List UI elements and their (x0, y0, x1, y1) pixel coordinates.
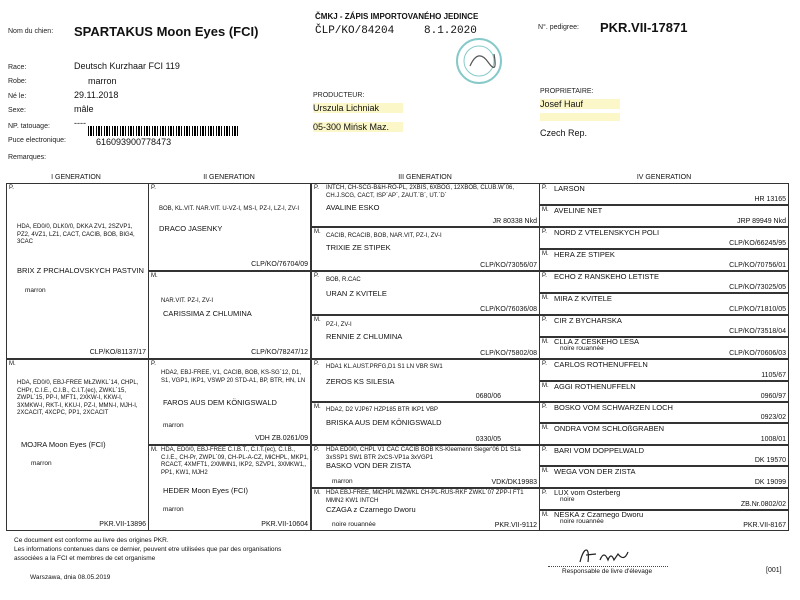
registration: CLP/KO/73518/04 (729, 328, 786, 335)
dog-name: BRIX Z PRCHALOVSKYCH PASTVIN (17, 266, 144, 275)
import-registration: ČLP/KO/84204 (315, 25, 395, 37)
gen4-cell-4 (539, 249, 789, 271)
page-code: [001] (766, 567, 782, 574)
dog-name: TRIXIE ZE STIPEK (326, 243, 391, 252)
sex-marker: P. (314, 447, 319, 453)
footer-place-date: Warszawa, dnia 08.05.2019 (30, 574, 111, 581)
sex-marker: M. (314, 229, 321, 235)
sex-marker: M. (542, 512, 549, 518)
registration: JRP 89949 Nkd (737, 218, 786, 225)
registration: 1008/01 (760, 436, 786, 443)
pedigree-number: PKR.VII-17871 (600, 20, 688, 35)
sex-marker: M. (314, 404, 321, 410)
sex-marker: P. (314, 361, 319, 367)
gen2-heading: II GENERATION (203, 174, 255, 181)
color: marron (31, 460, 52, 467)
breed-value: Deutsch Kurzhaar FCI 119 (74, 61, 180, 71)
titles: HDA, ED0/0, EBJ-FREE MŁZWKL`14, CHPL, CHPr, C.I.E., C.I.B., C.I.T.(ec), ZWKL`15, ZWPL`15, PP-I, MFT1, 2XKW-I, KKW-I, 3XMKW-I, RKT-I, KKU-I, PZ-I, MMN-I, MJH-I, 2XCACIT, 4XCPC, PP1, 2XCACIT (17, 380, 139, 416)
registration: CLP/KO/81137/17 (89, 349, 146, 356)
gen3-heading: III GENERATION (398, 174, 452, 181)
dog-name: AGGI ROTHENUFFELN (554, 382, 636, 391)
gen4-cell-7 (539, 315, 789, 337)
sex-label: Sexe: (8, 107, 26, 114)
gen3-cell-2 (311, 227, 540, 271)
sex-marker: M. (151, 447, 158, 453)
registration: ZB.Nr.0802/02 (740, 501, 786, 508)
titles: HDA ED0/0, CHPL V1 CAC CACIB BOB KS-Kleemenn Sieger'06 D1 S1a 3xSSP1 SW1 BTR 2xCS-VP1a 3xVGP1 (326, 447, 521, 461)
breed-label: Race: (8, 64, 27, 71)
titles: HDA1 KL.AUST.PRFG,D1 S1 LN VBR SW1 (326, 364, 443, 370)
registration: PKR.VII-8167 (743, 522, 786, 529)
color: marron (163, 422, 184, 429)
registration: CLP/KO/71810/05 (729, 306, 786, 313)
titles: PZ-I, ZV-I (326, 322, 352, 328)
dog-name: AVELINE NET (554, 206, 603, 215)
color: marron (332, 478, 353, 485)
sex-marker: M. (314, 490, 321, 496)
titles: BOB, R.CAC (326, 277, 361, 283)
registration: CLP/KO/73056/07 (480, 262, 537, 269)
sex-marker: M. (542, 251, 549, 257)
sex-marker: M. (314, 317, 321, 323)
gen2-cell-4 (148, 445, 311, 531)
sex-marker: P. (151, 185, 156, 191)
sex-marker: M. (151, 273, 158, 279)
dog-name: LUX vom Osterberg (554, 488, 621, 497)
dog-name: ECHO Z RANSKEHO LETISTE (554, 272, 660, 281)
dog-name: CIR Z BYCHARSKA (554, 316, 622, 325)
sex-marker: P. (314, 185, 319, 191)
dog-name: NESKA z Czarnego Dworu (554, 510, 644, 519)
coat-label: Robe: (8, 78, 27, 85)
import-title: ČMKJ - ZÁPIS IMPORTOVANÉHO JEDINCE (315, 12, 479, 21)
titles: HDA2, EBJ-FREE, V1, CACIB, BOB, KS-SG`12, D1, S1, VGP1, IKP1, VSWP 20 STD-A1, BP, BTR, HN, LN (161, 370, 306, 384)
titles: BOB, KL.VIT. NAR.VIT. U-VZ-I, MS-I, PZ-I, LZ-I, ZV-I (159, 206, 300, 212)
producer-label: PRODUCTEUR: (313, 92, 365, 99)
sex-marker: P. (542, 317, 547, 323)
sex-marker: M. (542, 339, 549, 345)
sex-marker: M. (542, 468, 549, 474)
chip-value: 616093900778473 (96, 137, 172, 147)
gen4-cell-5 (539, 271, 789, 293)
color: marron (163, 506, 184, 513)
gen4-cell-11 (539, 402, 789, 423)
sex-marker: P. (9, 185, 14, 191)
signature-label: Responsable de livre d'élevage (562, 568, 653, 575)
registration: PKR.VII-9112 (494, 522, 537, 529)
tattoo-label: NP. tatouage: (8, 123, 50, 130)
gen2-cell-1 (148, 183, 311, 271)
dog-name: MOJRA Moon Eyes (FCI) (21, 440, 106, 449)
color: noire rouannée (560, 345, 604, 352)
gen4-cell-14 (539, 466, 789, 488)
gen3-cell-8 (311, 488, 540, 531)
dog-name: FAROS AUS DEM KÖNIGSWALD (163, 398, 277, 407)
dog-name: BOSKO VOM SCHWARZEN LOCH (554, 403, 673, 412)
gen3-cell-7 (311, 445, 540, 488)
registration: JR 80338 Nkd (492, 218, 537, 225)
gen4-cell-1 (539, 183, 789, 205)
import-date: 8.1.2020 (424, 25, 477, 37)
chip-label: Puce electronique: (8, 137, 66, 144)
owner-label: PROPRIETAIRE: (540, 88, 594, 95)
dog-name: CLLA Z CESKEHO LESA (554, 337, 640, 346)
dog-name: MIRA Z KVITELE (554, 294, 612, 303)
registration: CLP/KO/70606/03 (729, 350, 786, 357)
sex-marker: M. (542, 295, 549, 301)
owner-name: Josef Hauf (540, 99, 620, 109)
registration: CLP/KO/70756/01 (729, 262, 786, 269)
dog-name: RENNIE Z CHLUMINA (326, 332, 403, 341)
registration: VDK/DK19983 (491, 479, 537, 486)
gen4-cell-3 (539, 227, 789, 249)
registration: CLP/KO/73025/05 (729, 284, 786, 291)
registration: PKR.VII-13896 (99, 521, 146, 528)
dog-name: WEGA VON DER ZISTA (554, 467, 636, 476)
dog-name: SPARTAKUS Moon Eyes (FCI) (74, 24, 259, 39)
dog-name: BASKO VON DER ZISTA (326, 461, 411, 470)
remarks-label: Remarques: (8, 154, 47, 161)
registration: PKR.VII-10604 (261, 521, 308, 528)
coat-value: marron (88, 76, 117, 86)
sex-value: mâle (74, 104, 94, 114)
pedigree-label: N°. pedigree: (538, 24, 579, 31)
dog-name: HEDER Moon Eyes (FCI) (163, 486, 249, 495)
dog-name: CZAGA z Czarnego Dworu (326, 505, 416, 514)
gen4-cell-2 (539, 205, 789, 227)
registration: 0330/05 (475, 436, 501, 443)
gen3-cell-3 (311, 271, 540, 315)
sex-marker: M. (542, 383, 549, 389)
sex-marker: P. (542, 361, 547, 367)
dog-name: NORD Z VTELENSKYCH POLI (554, 228, 660, 237)
born-label: Né le: (8, 93, 27, 100)
gen3-cell-4 (311, 315, 540, 359)
dog-name: CARISSIMA Z CHLUMINA (163, 309, 252, 318)
dog-name: CARLOS ROTHENUFFELN (554, 360, 648, 369)
gen4-cell-8 (539, 337, 789, 359)
stamp-seal (456, 38, 502, 84)
footer-line-2: Les informations contenues dans ce dernier, peuvent etre utilisées que par des organisations (14, 546, 282, 553)
registration: VDH ZB.0261/09 (255, 435, 308, 442)
producer-name: Urszula Lichniak (313, 103, 403, 113)
owner-country: Czech Rep. (540, 128, 588, 138)
registration: CLP/KO/78247/12 (251, 349, 308, 356)
stamp-icon (458, 40, 500, 82)
color: noire rouannée (560, 518, 604, 525)
titles: CACIB, RCACIB, BOB, NAR.VIT, PZ-I, ZV-I (326, 233, 442, 239)
registration: CLP/KO/76036/08 (480, 306, 537, 313)
signature-line (548, 566, 668, 567)
titles: HDA, ED0/0, EBJ-FREE C.I.B.T., C.I.T.(ec), C.I.B., C.I.E., CH-Pr, ZWPL`09, CH-PL-A-CZ, MłCHPL, MKP1, RCACT, 4XMFT1, 2XMMN1, IKP2, SZVP1, 3XMKW1,, PP1, KW1, MJH2 (161, 447, 309, 476)
dog-name: ZEROS KS SILESIA (326, 377, 395, 386)
gen4-cell-10 (539, 381, 789, 402)
gen1-dam (6, 359, 149, 531)
gen4-cell-16 (539, 510, 789, 531)
registration: 0923/02 (760, 414, 786, 421)
dog-name: LARSON (554, 184, 585, 193)
gen4-cell-12 (539, 423, 789, 445)
sex-marker: P. (542, 447, 547, 453)
registration: HR 13165 (754, 196, 786, 203)
titles: INTCH, CH-SCG-B&H-RO-PL, 2XBIS, 6XBOG, 12XBOB, CLUB.W`06, CH.J.SCG, CACT, ISP`AP`, ZAUT.`B`, UT.`D` (326, 185, 515, 199)
sex-marker: P. (314, 273, 319, 279)
producer-address: 05-300 Mińsk Maz. (313, 122, 403, 132)
gen3-cell-1 (311, 183, 540, 227)
dog-name: BARI VOM DOPPELWALD (554, 446, 645, 455)
sex-marker: P. (542, 404, 547, 410)
dog-name: BRISKA AUS DEM KÖNIGSWALD (326, 418, 442, 427)
footer-line-1: Ce document est conforme au livre des origines PKR. (14, 537, 169, 544)
registration: DK 19099 (754, 479, 786, 486)
gen1-heading: I GENERATION (51, 174, 101, 181)
owner-highlight (540, 113, 620, 121)
gen3-cell-6 (311, 402, 540, 445)
sex-marker: M. (542, 207, 549, 213)
dog-name: HERA ZE STIPEK (554, 250, 615, 259)
registration: CLP/KO/76704/09 (251, 261, 308, 268)
sex-marker: P. (542, 490, 547, 496)
born-value: 29.11.2018 (74, 90, 119, 100)
chip-barcode (88, 126, 238, 136)
tattoo-value: ---- (74, 118, 86, 128)
titles: NAR.VIT. PZ-I, ZV-I (161, 298, 214, 304)
titles: HDA, ED0/0, DLK0/0, DKKA ZV1, 2SZVP1, PZ2, 4VZ1, LZ1, CACT, CACIB, BOB, BIG4, 3CAC (17, 224, 135, 245)
gen2-cell-2 (148, 271, 311, 359)
footer-line-3: associées a la FCI et membres de cet organisme (14, 555, 156, 562)
sex-marker: M. (542, 425, 549, 431)
registration: 0960/97 (760, 393, 786, 400)
sex-marker: P. (542, 273, 547, 279)
dog-name: AVALINE ESKO (326, 203, 380, 212)
titles: HDA EBJ-FREE, MłCHPL MłZWKL CH-PL-RUS-RKF ZWKL`07 ZPP-I FT1 MMN2 KW1 INTCH (326, 490, 524, 504)
sex-marker: M. (9, 361, 16, 367)
titles: HDA2, D2 VJP67 HZP185 BTR IKP1 VBP (326, 407, 439, 413)
registration: CLP/KO/75802/08 (480, 350, 537, 357)
dog-name-label: Nom du chien: (8, 28, 54, 35)
dog-name: ONDRA VOM SCHLOßGRABEN (554, 424, 665, 433)
gen4-cell-6 (539, 293, 789, 315)
color: marron (25, 287, 46, 294)
gen4-cell-9 (539, 359, 789, 381)
gen4-cell-13 (539, 445, 789, 466)
dog-name: DRACO JASENKY (159, 224, 223, 233)
registration: CLP/KO/66245/95 (729, 240, 786, 247)
sex-marker: P. (542, 229, 547, 235)
dog-name: URAN Z KVITELE (326, 289, 387, 298)
color: noire (560, 496, 575, 503)
registration: DK 19570 (754, 457, 786, 464)
gen1-sire (6, 183, 149, 359)
gen3-cell-5 (311, 359, 540, 402)
registration: 0680/06 (475, 393, 501, 400)
sex-marker: P. (151, 361, 156, 367)
gen4-heading: IV GENERATION (636, 174, 692, 181)
registration: 1105/67 (761, 372, 786, 379)
gen2-cell-3 (148, 359, 311, 445)
sex-marker: P. (542, 185, 547, 191)
color: noire rouannée (332, 521, 376, 528)
gen4-cell-15 (539, 488, 789, 510)
